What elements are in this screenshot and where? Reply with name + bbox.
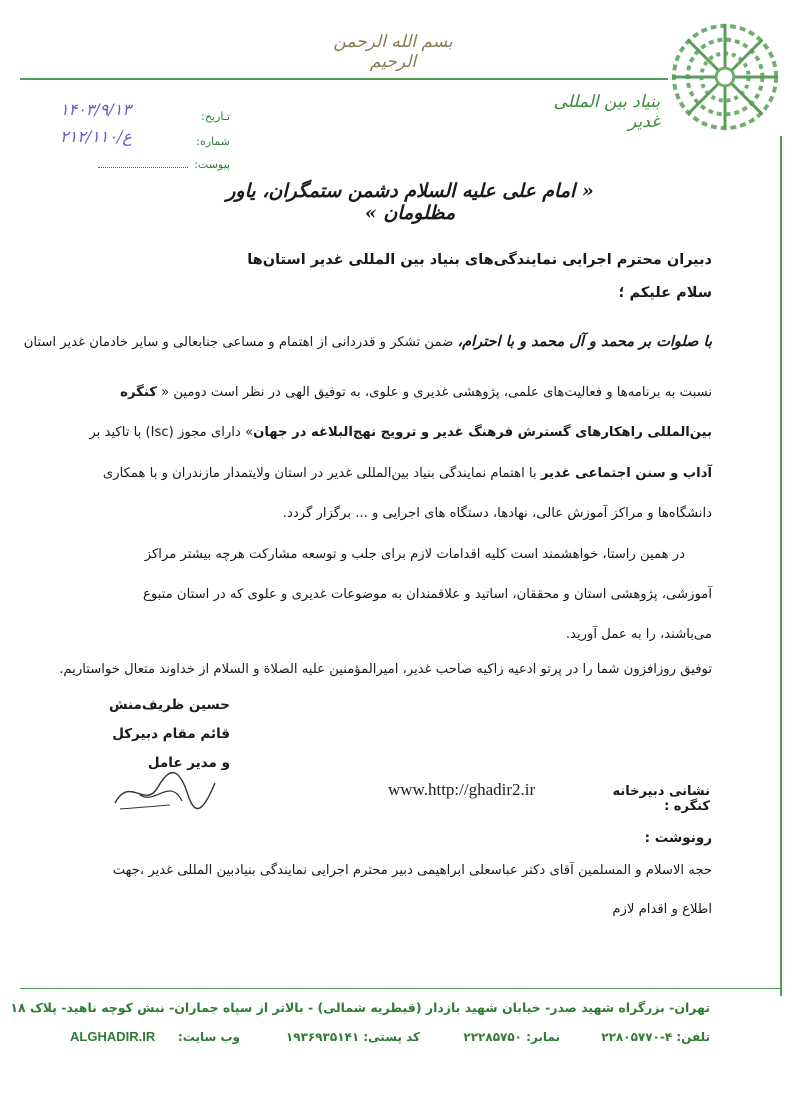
signatory-title-1: قائم مقام دبیرکل <box>112 726 230 742</box>
congress-url[interactable]: www.http://ghadir2.ir <box>388 780 536 799</box>
paragraph-2-line-3: می‌باشند، را به عمل آورید. <box>565 627 712 642</box>
salutation: سلام علیکم ؛ <box>618 285 712 301</box>
paragraph-1-line-2 <box>120 385 712 400</box>
side-divider <box>780 136 782 996</box>
attachment-label: پیوست: <box>194 158 230 171</box>
date-label: تـاریخ: <box>201 110 230 123</box>
footer-divider <box>20 988 780 989</box>
organization-name: بنیاد بین المللی غدیر <box>553 92 660 132</box>
bold-span: آداب و سنن اجتماعی غدیر <box>540 466 712 481</box>
cc-line-1: حجه الاسلام و المسلمین آقای دکتر عباسعلی ابراهیمی دبیر محترم اجرایی نمایندگی بنیادبین المللی غدیر ،جهت <box>112 863 712 878</box>
paragraph-1-line-1 <box>24 333 712 350</box>
paragraph-1-line-3 <box>89 425 712 440</box>
basmala: بسم الله الرحمن الرحیم <box>333 32 453 72</box>
number-value: ۲۱۲/۱۱۰/ع <box>60 127 132 146</box>
cc-line-2: اطلاع و اقدام لازم <box>612 902 712 917</box>
footer-site-label: وب سایت: <box>177 1030 240 1044</box>
text-span: » دارای مجوز (Isc) با تاکید بر <box>89 425 254 440</box>
handwritten-signature <box>110 765 220 815</box>
motto: « امام علی علیه السلام دشمن ستمگران، یاور مظلومان » <box>226 180 594 224</box>
header-divider <box>20 78 668 80</box>
paragraph-2-line-1: در همین راستا، خواهشمند است کلیه اقدامات لازم برای جلب و توسعه مشارکت هرچه بیشتر مراکز <box>144 547 685 562</box>
attachment-line <box>98 167 188 168</box>
foundation-logo <box>666 18 784 136</box>
footer-website[interactable]: ALGHADIR.IR <box>70 1029 156 1044</box>
paragraph-1-line-4 <box>103 466 712 481</box>
cc-label: رونوشت : <box>644 830 712 846</box>
paragraph-1-line-5: دانشگاه‌ها و مراکز آموزش عالی، نهادها، دستگاه های اجرایی و ... برگزار گردد. <box>282 506 712 521</box>
signatory-name: حسین ظریف‌منش <box>108 697 230 713</box>
text-span: ضمن تشکر و قدردانی از اهتمام و مساعی جنابعالی و سایر خادمان غدیر استان <box>23 335 458 350</box>
recipient: دبیران محترم اجرایی نمایندگی‌های بنیاد بین المللی غدیر استان‌ها <box>247 252 712 268</box>
number-label: شماره: <box>196 135 230 148</box>
footer-postal-code: کد پستی: ۱۹۳۶۹۳۵۱۴۱ <box>285 1030 420 1044</box>
signatory-title-2: و مدیر عامل <box>147 755 230 771</box>
footer-address: تهران- بزرگراه شهید صدر- خیابان شهید بازدار (قیطریه شمالی) - بالاتر از سپاه جماران- نبش کوچه ناهید- پلاک ۱۸ <box>10 1000 710 1015</box>
footer-fax: نمابر: ۲۲۲۸۵۷۵۰ <box>463 1030 560 1044</box>
text-span: نسبت به برنامه‌ها و فعالیت‌های علمی، پژوهشی غدیری و علوی، به توفیق الهی در نظر است دومین « <box>156 385 712 400</box>
salawat-phrase: با صلوات بر محمد و آل محمد و با احترام، <box>457 333 712 350</box>
congress-address-label: نشانی دبیرخانه کنگره : <box>612 784 710 814</box>
text-span: با اهتمام نمایندگی بنیاد بین‌المللی غدیر در استان ولایتمدار مازندران و با همکاری <box>102 466 541 481</box>
bold-span: بین‌المللی راهکارهای گسترش فرهنگ غدیر و ترویج نهج‌البلاغه در جهان <box>253 425 712 440</box>
date-value: ۱۴۰۳/۹/۱۳ <box>60 100 131 119</box>
paragraph-2-line-2: آموزشی، پژوهشی استان و محققان، اساتید و علاقمندان به موضوعات غدیری و علوی که در استان متبوع <box>143 587 712 602</box>
bold-span: کنگره <box>120 385 157 400</box>
footer-phone: تلفن: ۴-۲۲۸۰۵۷۷۰ <box>601 1030 710 1044</box>
closing-sentence: توفیق روزافزون شما را در پرتو ادعیه زاکیه صاحب غدیر، امیرالمؤمنین علیه الصلاة و السلام از خداوند متعال خواستاریم. <box>59 662 712 677</box>
